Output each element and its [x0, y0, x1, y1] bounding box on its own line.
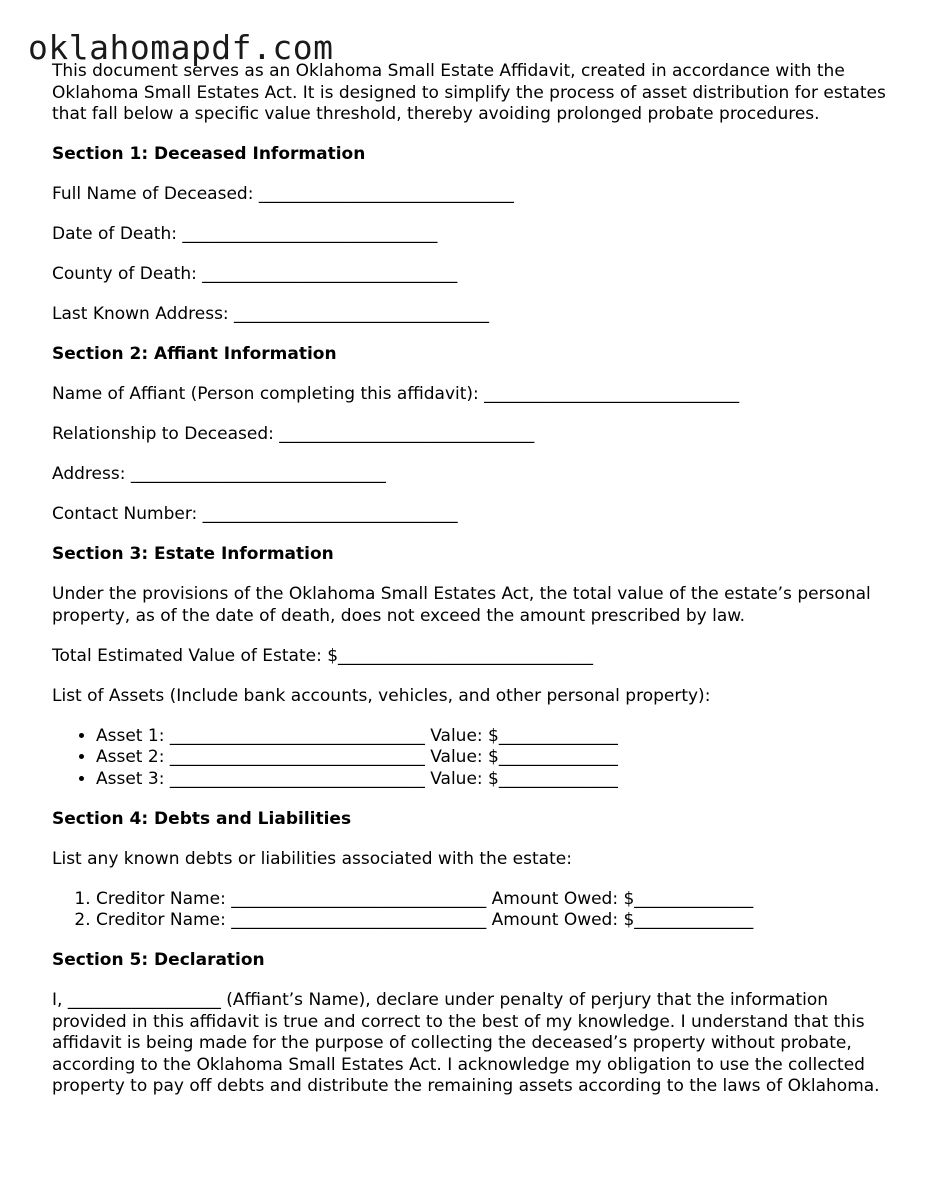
section-1-heading: Section 1: Deceased Information	[52, 144, 366, 164]
affiant-name-field: Name of Affiant (Person completing this affidavit): ______________________________	[52, 384, 740, 404]
intro-paragraph: This document serves as an Oklahoma Small Estate Affidavit, created in accordance with the Oklahoma Small Estates Act. It is designed to simplify the process of asset distribution for estates that fall below a specific value threshold, thereby avoiding prolonged probate procedures.	[52, 61, 886, 124]
affiant-address-field: Address: ______________________________	[52, 464, 386, 484]
estate-statement: Under the provisions of the Oklahoma Small Estates Act, the total value of the estate’s personal property, as of the date of death, does not exceed the amount prescribed by law.	[52, 584, 871, 626]
creditors-list	[52, 889, 892, 932]
creditor-item: 2. Creditor Name: ______________________________ Amount Owed: $______________	[96, 910, 892, 932]
affidavit-document	[52, 61, 892, 1116]
section-3-heading: Section 3: Estate Information	[52, 544, 334, 564]
date-of-death-field: Date of Death: ______________________________	[52, 224, 438, 244]
asset-item: • Asset 2: ______________________________ Value: $______________	[96, 747, 892, 769]
deceased-full-name-field: Full Name of Deceased: ______________________________	[52, 184, 514, 204]
creditor-item: 1. Creditor Name: ______________________________ Amount Owed: $______________	[96, 889, 892, 911]
relationship-field: Relationship to Deceased: ______________________________	[52, 424, 535, 444]
contact-number-field: Contact Number: ______________________________	[52, 504, 458, 524]
debts-intro: List any known debts or liabilities associated with the estate:	[52, 848, 572, 869]
assets-intro: List of Assets (Include bank accounts, vehicles, and other personal property):	[52, 685, 711, 706]
last-known-address-field: Last Known Address: ______________________________	[52, 304, 490, 324]
section-5-heading: Section 5: Declaration	[52, 950, 265, 970]
asset-item: • Asset 1: ______________________________ Value: $______________	[96, 726, 892, 748]
declaration-paragraph: I, __________________ (Affiant’s Name), declare under penalty of perjury that the information provided in this affidavit is true and correct to the best of my knowledge. I understand that this affidavit is being made for the purpose of collecting the deceased’s property without probate, according to the Oklahoma Small Estates Act. I acknowledge my obligation to use the collected property to pay off debts and distribute the remaining assets according to the laws of Oklahoma.	[52, 990, 880, 1096]
section-4-heading: Section 4: Debts and Liabilities	[52, 808, 352, 829]
assets-list	[52, 726, 892, 791]
site-watermark: oklahomapdf.com	[28, 28, 334, 67]
county-of-death-field: County of Death: ______________________________	[52, 264, 458, 284]
total-estate-value-field: Total Estimated Value of Estate: $______________________________	[52, 645, 594, 666]
asset-item: • Asset 3: ______________________________ Value: $______________	[96, 769, 892, 791]
section-2-heading: Section 2: Affiant Information	[52, 344, 337, 364]
